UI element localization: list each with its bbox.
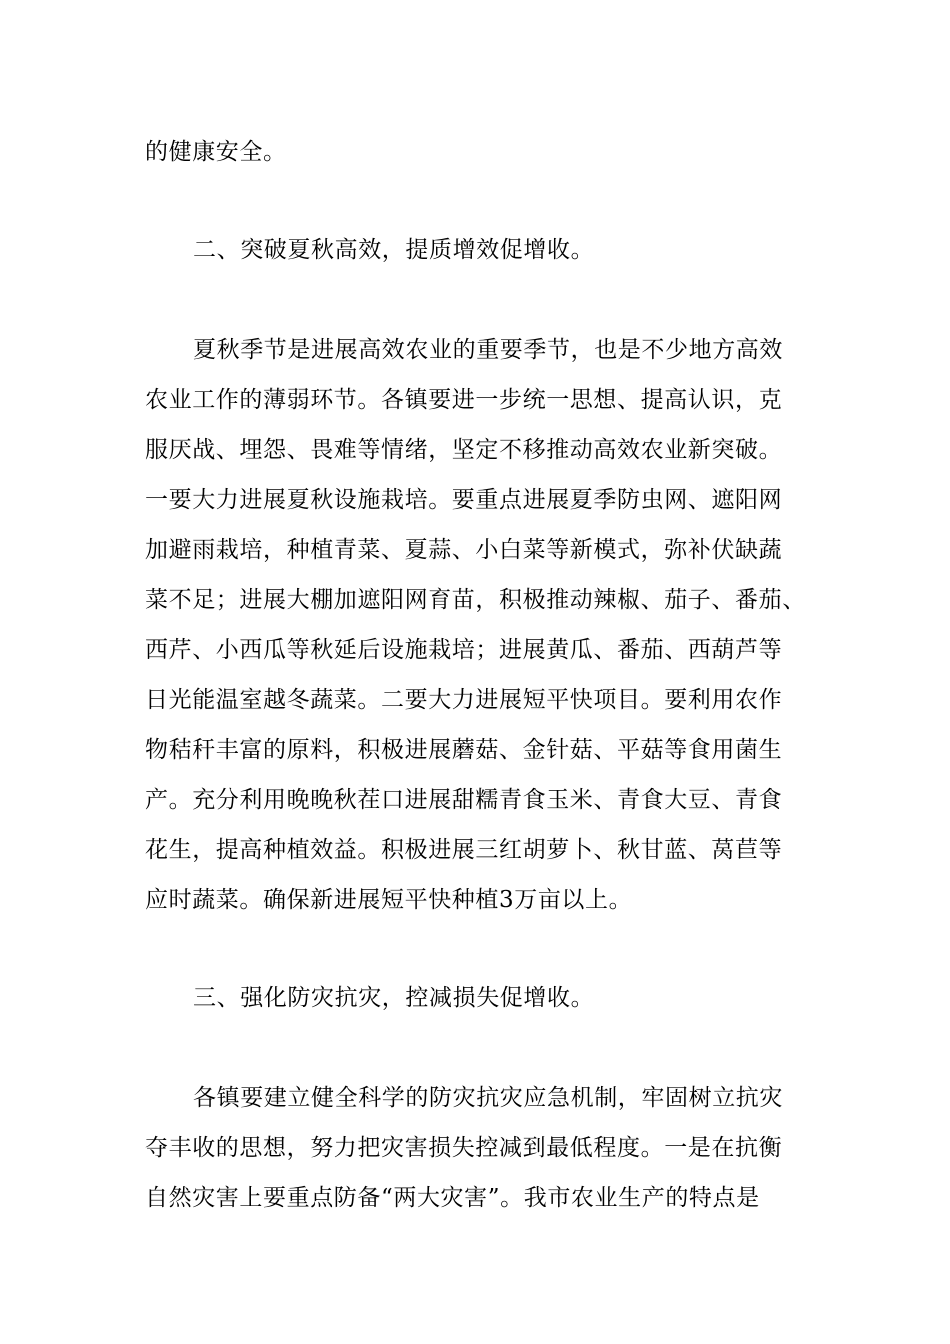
paragraph-line: 日光能温室越冬蔬菜。二要大力进展短平快项目。要利用农作 (145, 687, 783, 713)
paragraph-line: 物秸秆丰富的原料，积极进展蘑菇、金针菇、平菇等食用菌生 (145, 737, 783, 763)
paragraph-line: 花生，提高种植效益。积极进展三红胡萝卜、秋甘蓝、莴苣等 (145, 837, 783, 863)
paragraph-line: 各镇要建立健全科学的防灾抗灾应急机制，牢固树立抗灾 (193, 1085, 783, 1111)
paragraph-line: 应时蔬菜。确保新进展短平快种植3万亩以上。 (145, 887, 633, 913)
paragraph-line: 农业工作的薄弱环节。各镇要进一步统一思想、提高认识，克 (145, 387, 783, 413)
paragraph-continuation-line: 的健康安全。 (145, 139, 287, 165)
paragraph-line: 菜不足；进展大棚加遮阳网育苗，积极推动辣椒、茄子、番茄、 (145, 587, 806, 613)
paragraph-line: 一要大力进展夏秋设施栽培。要重点进展夏季防虫网、遮阳网 (145, 487, 783, 513)
paragraph-line: 夏秋季节是进展高效农业的重要季节，也是不少地方高效 (193, 337, 783, 363)
paragraph-line: 产。充分利用晚晚秋茬口进展甜糯青食玉米、青食大豆、青食 (145, 787, 783, 813)
paragraph-line: 加避雨栽培，种植青菜、夏蒜、小白菜等新模式，弥补伏缺蔬 (145, 537, 783, 563)
section-heading-2: 二、突破夏秋高效，提质增效促增收。 (193, 237, 595, 263)
paragraph-line: 夺丰收的思想，努力把灾害损失控减到最低程度。一是在抗衡 (145, 1135, 783, 1161)
paragraph-line: 自然灾害上要重点防备“两大灾害”。我市农业生产的特点是 (145, 1185, 760, 1211)
section-heading-3: 三、强化防灾抗灾，控减损失促增收。 (193, 985, 595, 1011)
paragraph-line: 服厌战、埋怨、畏难等情绪，坚定不移推动高效农业新突破。 (145, 437, 783, 463)
paragraph-line: 西芹、小西瓜等秋延后设施栽培；进展黄瓜、番茄、西葫芦等 (145, 637, 783, 663)
